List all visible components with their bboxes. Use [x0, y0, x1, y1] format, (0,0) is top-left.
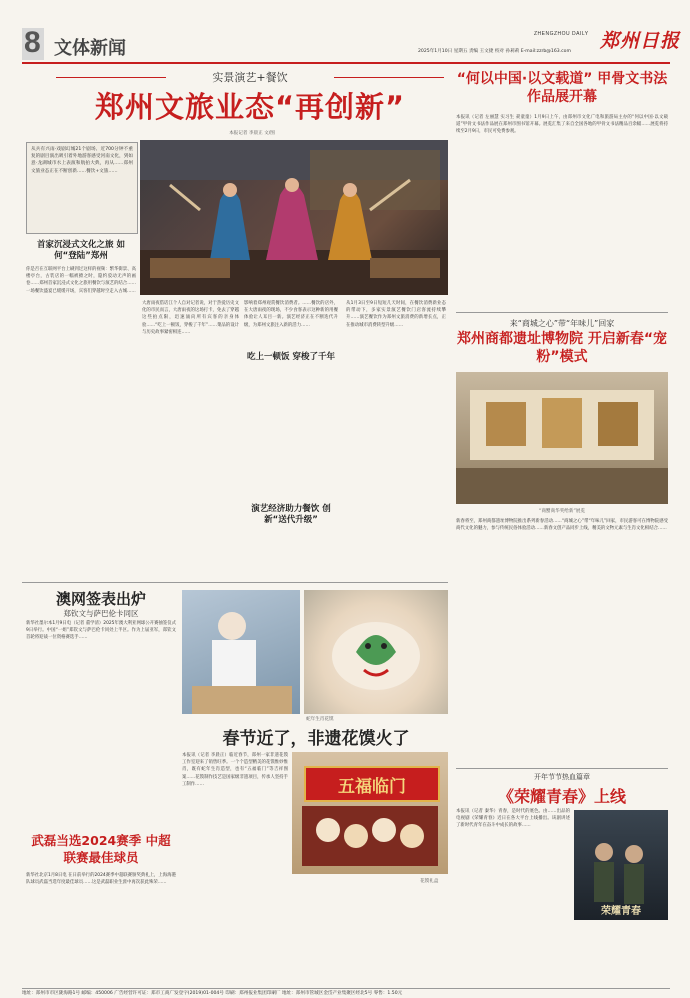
drama-body-2: [574, 924, 668, 990]
footer-text: 地址：郑州市市区陇海路1号 邮编：450006 广告经营许可证：郑市工商广发登字(2019)01-004号 印刷：郑州报业集团印刷厂 地址：郑州市管城区金岱产业集聚区经北5号 零售：1.50元: [22, 991, 403, 996]
snake-zodiac-bun-photo: [304, 590, 448, 714]
gift-box-caption: 花馍礼盒: [420, 879, 439, 884]
award-box: [26, 832, 176, 988]
lead-summary-box: [26, 142, 138, 234]
museum-photo-caption: “商蟹商华奖给新”展览: [538, 509, 586, 514]
tennis-body: 新华社墨尔本1月9日电（记者 董学清）2025年澳大利亚网球公开赛抽签仪式9日举行。中国“一姐”郑钦文与萨巴伦卡同处上半区。作为上届亚军，郑钦文首轮将迎战一位资格赛选手……: [26, 621, 176, 641]
masthead-date: 2025年1月10日 星期五 责编 王文捷 校对 孙莉莉 E-mail:zzrb@163.com: [418, 49, 571, 54]
exhibit-divider: [456, 312, 668, 313]
museum-exhibit-photo: [456, 372, 668, 504]
drama-divider: [456, 768, 668, 769]
spring-title: 春节近了，非遗花馍火了: [222, 729, 410, 749]
section-title: 文体新闻: [54, 38, 126, 59]
exhibit-title: “何以中国·以文载道” 甲骨文书法作品展开幕: [456, 71, 668, 105]
lead-summary: 从兵有兴雨·戏剧幻城21个剧场、近700分钟不重复的剧目演出吸引着外地游客感受河南文化，到如意·龙湖城市水上表演和航拍大典，再从……郑州文旅业态正在不断创新……餐饮+文旅……: [31, 147, 133, 174]
award-title: 武磊当选2024赛季 中超联赛最佳球员: [31, 833, 171, 865]
masthead: [0, 0, 690, 59]
masthead-pinyin: ZHENGZHOU DAILY: [534, 31, 589, 37]
gift-box-photo: [292, 752, 448, 874]
tennis-title: 澳网签表出炉: [55, 590, 146, 608]
lead-headline: 郑州文旅业态“再创新”: [94, 90, 406, 124]
drama-body: 本报讯（记者 秦华）青春，是时代的底色。由……出品的电视剧《荣耀青春》近日在各大平台上线播出。该剧讲述了新时代青年在奋斗中成长的故事……: [456, 809, 570, 829]
museum-title: 郑州商都遗址博物院 开启新春“宠粉”模式: [456, 331, 668, 365]
lead-subhead-2: 吃上一顿饭 穿梭了千年: [247, 352, 335, 362]
masthead-rule: [22, 62, 670, 64]
award-body: 新华社北京1月8日电 在日前举行的2024赛季中超联赛颁奖典礼上，上海海港队球员武磊当选年度最佳球员……这是武磊职业生涯中再次获此殊荣……: [26, 873, 176, 886]
snake-bun-caption: 蛇年生肖花馍: [306, 717, 334, 722]
museum-body: 新春将至，郑州商都遗址博物院推出系列新春活动……“商城之心”带“年味儿”回家，市民游客可在博物院感受商代文化的魅力，参与传统民俗体验活动……新春文创产品同步上线，精美的文物元素与生肖文化相结合……: [456, 519, 668, 532]
lead-column-4: 从1月3日至9日短短几天时间，在餐饮消费新业态的带动下，多家实景演艺餐饮门店客流持续攀升……演艺餐饮作为郑州文旅消费的新增长点，正在推动城市消费转型升级……: [346, 301, 446, 328]
gift-box-banner: 五福临门: [304, 766, 440, 802]
newspaper-logo: 郑州日报: [600, 30, 681, 52]
lead-subhead-3: 演艺经济助力餐饮 创新“送代升级”: [251, 504, 331, 525]
dancer-figures-icon: [140, 140, 448, 295]
drama-title: 《荣耀青春》上线: [497, 787, 626, 806]
lead-column-3b: [244, 378, 338, 498]
lead-subhead-1: 首家沉浸式文化之旅 如何“登陆”郑州: [37, 240, 125, 261]
tennis-subtitle: 郑钦文与萨巴伦卡同区: [63, 609, 139, 618]
footer-rule: [22, 988, 670, 989]
drama-kicker: 开年节节热血篇章: [534, 773, 590, 781]
page-number: 8: [24, 26, 41, 59]
section-divider: [22, 582, 448, 583]
exhibit-body: 本报讯（记者 左丽慧 实习生 聂童童）1月9日上午，由郑州市文化广电和旅游局主办的“何以中国·以文载道”甲骨文书法作品展在郑州市图书馆开幕。展览汇集了来自全国各地的甲骨文书法精品百余幅……展览将持续至2月9日，市民可免费参观。: [456, 115, 668, 135]
baker-icon: [182, 590, 300, 714]
spring-body-2: [292, 888, 448, 988]
dance-performance-photo: [140, 140, 448, 295]
snake-bun-icon: [304, 590, 448, 714]
museum-display-icon: [456, 372, 668, 504]
lead-column-2: 大唐雨夜借话江个人自对记者说，对于热爱历史文化的市民而言，大唐雨夜的这场打卡，免去了穿越这些拍点限，迅速涌向所有宾客的亲身体验……“吃上一顿饭，穿梭了千年”……菜品的设计与历史故事紧密相连……: [142, 301, 239, 335]
drama-poster: [574, 810, 668, 920]
drama-poster-title: 荣耀青春: [601, 906, 641, 917]
lead-kicker: 实景演艺+餐饮: [56, 70, 444, 84]
lead-column-3: 影响着郑州观赏餐饮消费者。……餐饮的店外，在大唐雨夜的现场，不少食客表示这种新的用餐体验让人耳目一新。演艺经济正在不断迭代升级，为郑州文旅注入新的活力……: [244, 301, 338, 328]
flower-bun-making-photo: [182, 590, 300, 714]
exhibit-box: [456, 70, 668, 306]
spring-body: 本报讯（记者 李晨正）临近春节，郑州一家非遗花馍工作室迎来了销售旺季。一个个造型精美的花馍惟妙惟肖，既有蛇年生肖造型，也有“五福临门”等吉祥图案……花馍制作技艺是国家级非遗项目，传承人坚持手工制作……: [182, 753, 288, 787]
museum-kicker: 来“商城之心”带“年味儿”回家: [509, 319, 615, 328]
lead-column-1: 你是否在互联网平台上刷到过这样的视频：繁华街景、高楼亭台，古装店的一幅被掀之时，隐约驳动无声的画卷……郑州首家沉浸式文化之旅用餐饮与演艺的结合……一场餐饮盛宴已缓缓开场，宾客们穿越时空走入古城……: [26, 267, 136, 294]
lead-byline: 本报记者 李晨正 文/图: [229, 131, 275, 136]
